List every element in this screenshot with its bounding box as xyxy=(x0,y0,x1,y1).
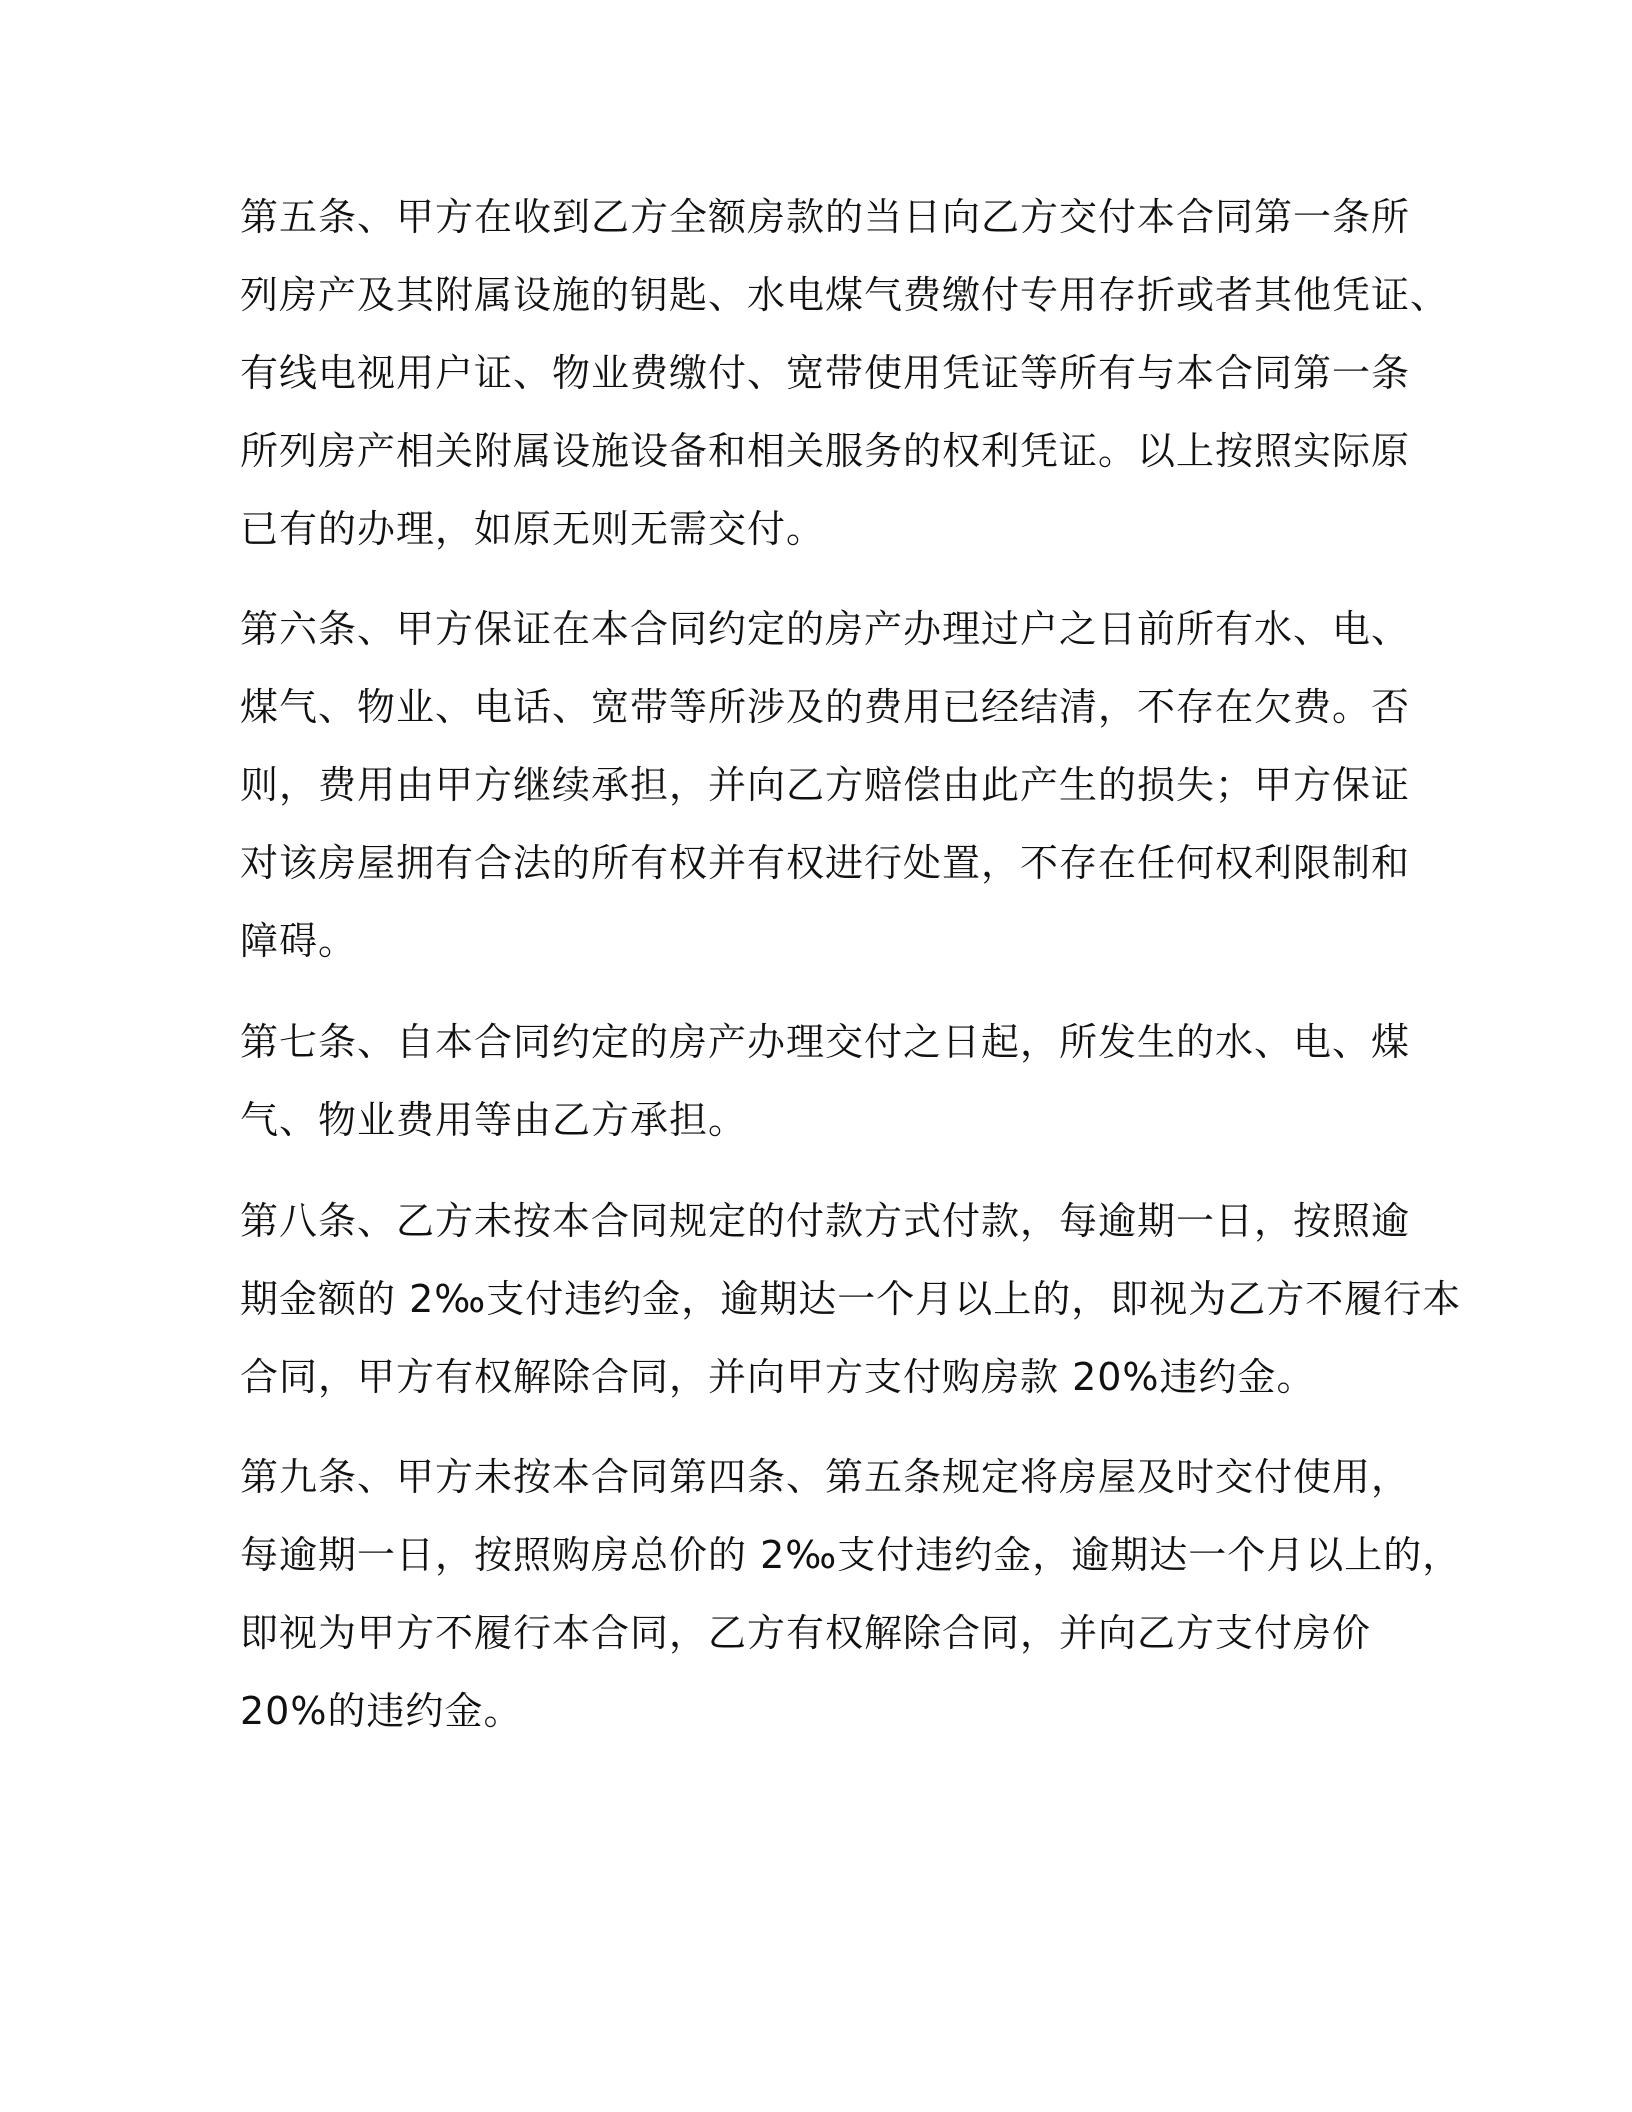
clause-9-line-4: 20%的违约金。 xyxy=(240,1689,523,1733)
clause-8-line-3: 合同，甲方有权解除合同，并向甲方支付购房款 20%违约金。 xyxy=(240,1355,1316,1399)
clause-7-line-1: 第七条、自本合同约定的房产办理交付之日起，所发生的水、电、煤 xyxy=(240,1020,1411,1064)
clause-6-line-1: 第六条、甲方保证在本合同约定的房产办理过户之日前所有水、电、 xyxy=(240,607,1411,651)
clause-7 xyxy=(240,1003,1410,1159)
clause-6-line-4: 对该房屋拥有合法的所有权并有权进行处置，不存在任何权利限制和 xyxy=(240,841,1411,885)
clause-8 xyxy=(240,1182,1461,1416)
clause-6-line-5: 障碍。 xyxy=(240,919,358,963)
clause-6-line-3: 则，费用由甲方继续承担，并向乙方赔偿由此产生的损失；甲方保证 xyxy=(240,763,1411,807)
clause-9 xyxy=(240,1438,1461,1750)
clause-7-line-2: 气、物业费用等由乙方承担。 xyxy=(240,1098,748,1142)
clause-5-line-1: 第五条、甲方在收到乙方全额房款的当日向乙方交付本合同第一条所 xyxy=(240,195,1411,239)
clause-9-line-2: 每逾期一日，按照购房总价的 2‰支付违约金，逾期达一个月以上的， xyxy=(240,1533,1462,1577)
clause-9-line-1: 第九条、甲方未按本合同第四条、第五条规定将房屋及时交付使用， xyxy=(240,1455,1411,1499)
clause-5-line-4: 所列房产相关附属设施设备和相关服务的权利凭证。以上按照实际原 xyxy=(240,429,1411,473)
clause-5 xyxy=(240,178,1449,568)
clause-6 xyxy=(240,590,1410,980)
clause-5-line-3: 有线电视用户证、物业费缴付、宽带使用凭证等所有与本合同第一条 xyxy=(240,351,1411,395)
clause-5-line-2: 列房产及其附属设施的钥匙、水电煤气费缴付专用存折或者其他凭证、 xyxy=(240,273,1450,317)
clause-5-line-5: 已有的办理，如原无则无需交付。 xyxy=(240,507,826,551)
clause-8-line-1: 第八条、乙方未按本合同规定的付款方式付款，每逾期一日，按照逾 xyxy=(240,1199,1411,1243)
clause-8-line-2: 期金额的 2‰支付违约金，逾期达一个月以上的，即视为乙方不履行本 xyxy=(240,1277,1462,1321)
clause-9-line-3: 即视为甲方不履行本合同，乙方有权解除合同，并向乙方支付房价 xyxy=(240,1611,1372,1655)
clause-6-line-2: 煤气、物业、电话、宽带等所涉及的费用已经结清，不存在欠费。否 xyxy=(240,685,1411,729)
